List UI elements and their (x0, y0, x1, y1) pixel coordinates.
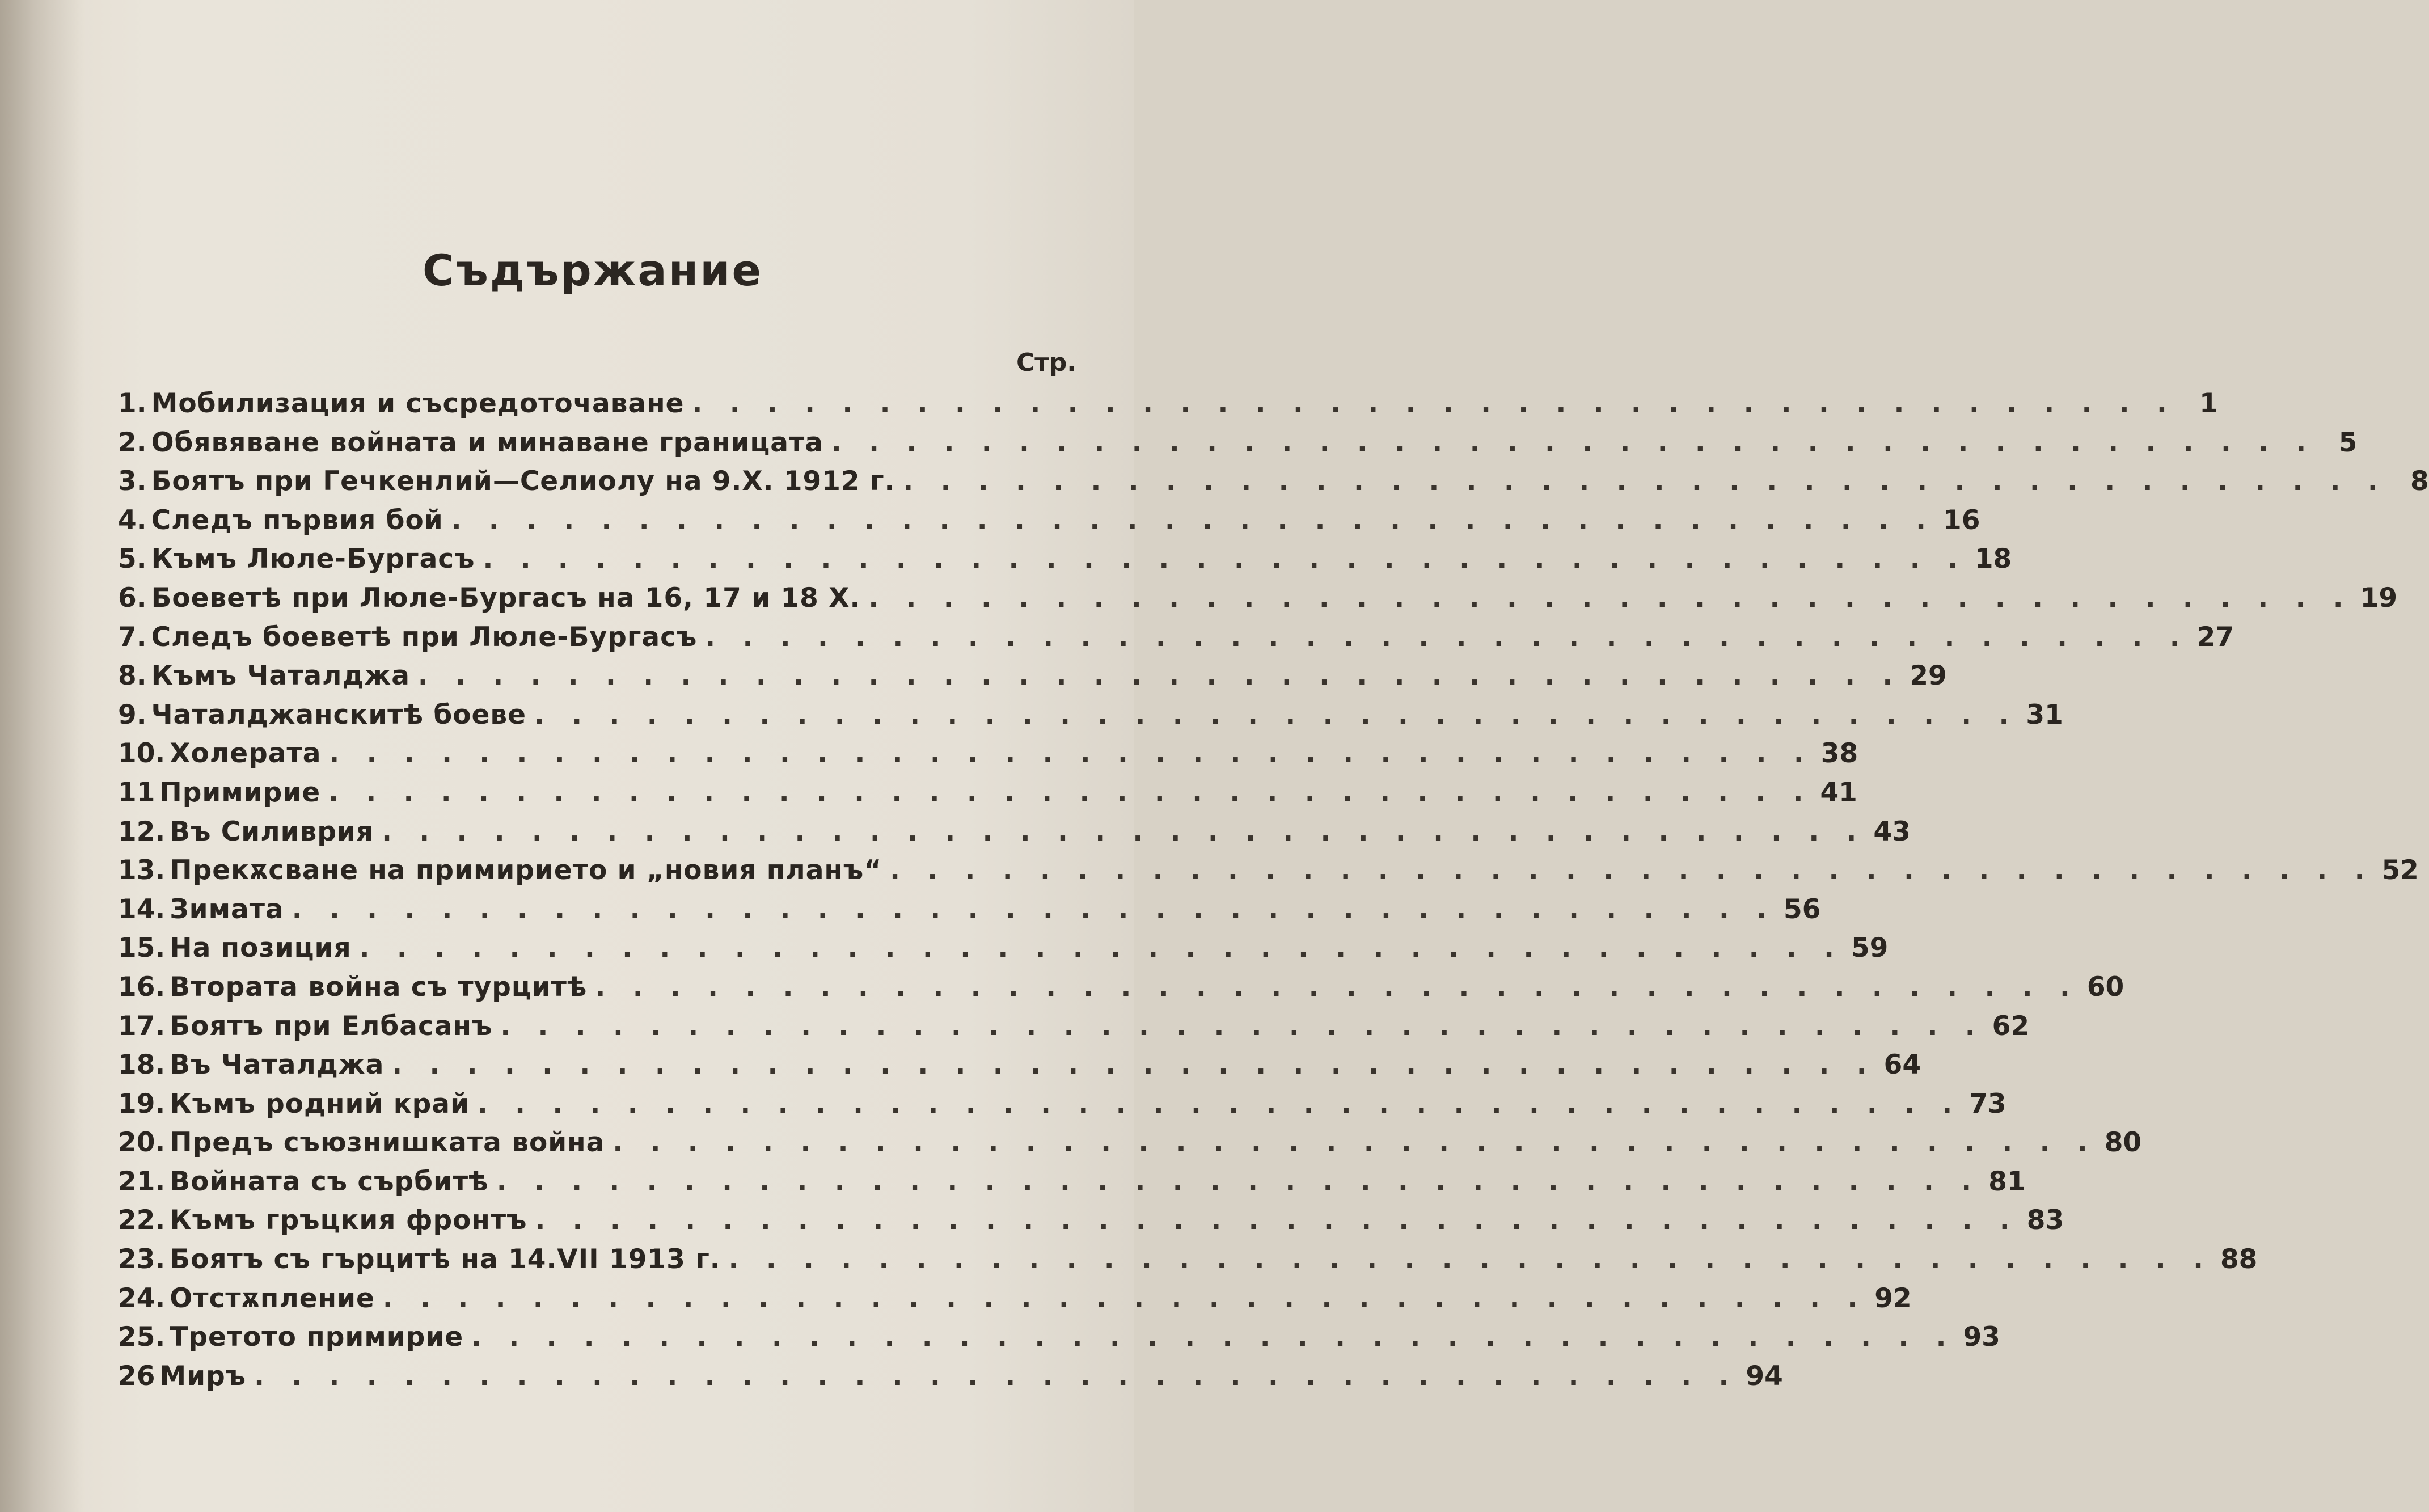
dot-leader: . . . . . . . . . . . . . . . . . . . . . . . . . . . . . . . . . . . . . . . . (471, 1321, 1955, 1353)
dot-leader: . . . . . . . . . . . . . . . . . . . . . . . . . . . . . . . . . . . . . . . . (392, 1049, 1876, 1081)
toc-entry (118, 582, 2398, 622)
toc-entry (118, 1244, 2258, 1283)
toc-entry-page: 94 (1746, 1360, 1783, 1392)
toc-entry (118, 699, 2063, 738)
toc-entry-title: На позиция (170, 932, 352, 964)
toc-entry (118, 1127, 2142, 1166)
toc-entry-title: Следъ първия бой (151, 504, 443, 536)
toc-entry-page: 88 (2220, 1244, 2258, 1276)
toc-entry-page: 29 (1910, 660, 1947, 692)
toc-entry-number: 14. (118, 893, 166, 925)
dot-leader: . . . . . . . . . . . . . . . . . . . . . . . . . . . . . . . . . . . . . . . . (254, 1360, 1738, 1392)
toc-entry-page: 93 (1963, 1321, 2000, 1353)
toc-entry-title: Прекѫсване на примирието и „новия планъ“ (170, 855, 882, 886)
toc-entry-number: 13. (118, 855, 166, 886)
toc-entry-number: 9. (118, 699, 147, 730)
toc-entry-number: 19. (118, 1088, 166, 1120)
dot-leader: . . . . . . . . . . . . . . . . . . . . . . . . . . . . . . . . . . . . . . . . (451, 504, 1936, 536)
toc-entry (118, 1049, 1921, 1088)
toc-entry-title: Къмъ гръцкия фронтъ (170, 1205, 527, 1236)
binding-gutter-shadow (0, 0, 85, 1512)
toc-entry-page: 73 (1969, 1088, 2006, 1120)
toc-entry-title: Въ Чаталджа (170, 1049, 385, 1081)
dot-leader: . . . . . . . . . . . . . . . . . . . . . . . . . . . . . . . . . . . . . . . . (535, 1205, 2019, 1236)
toc-entry-title: Войната съ сърбитѣ (170, 1165, 489, 1197)
toc-entry-title: Втората война съ турцитѣ (170, 971, 588, 1003)
toc-entry-number: 10. (118, 738, 166, 770)
toc-entry (118, 855, 2419, 894)
toc-entry-title: Предъ съюзнишката война (170, 1127, 605, 1159)
toc-entry-page: 80 (2104, 1127, 2142, 1159)
toc-entry (118, 1360, 1783, 1400)
toc-entry (118, 426, 2358, 466)
toc-entry-page: 64 (1883, 1049, 1921, 1081)
toc-entry-number: 24. (118, 1282, 166, 1314)
table-of-contents (118, 388, 2429, 1399)
toc-entry-number: 7. (118, 621, 147, 653)
toc-entry-title: Къмъ Люле-Бургасъ (151, 543, 475, 575)
dot-leader: . . . . . . . . . . . . . . . . . . . . . . . . . . . . . . . . . . . . . . . . (496, 1165, 1981, 1197)
toc-entry (118, 1321, 2000, 1361)
toc-entry-page: 19 (2360, 582, 2398, 614)
toc-entry-number: 3. (118, 466, 147, 497)
toc-entry-number: 11 (118, 776, 155, 808)
toc-entry-page: 62 (1992, 1010, 2030, 1042)
dot-leader: . . . . . . . . . . . . . . . . . . . . . . . . . . . . . . . . . . . . . . . . (692, 388, 2176, 419)
dot-leader: . . . . . . . . . . . . . . . . . . . . . . . . . . . . . . . . . . . . . . . . (903, 466, 2387, 497)
toc-entry-page: 41 (1820, 776, 1857, 808)
toc-entry-title: Къмъ Чаталджа (151, 660, 410, 692)
toc-entry-title: Боятъ при Гечкенлий—Селиолу на 9.Х. 1912 г. (151, 466, 895, 497)
toc-entry-number: 16. (118, 971, 166, 1003)
toc-entry-title: Чаталджанскитѣ боеве (151, 699, 527, 730)
dot-leader: . . . . . . . . . . . . . . . . . . . . . . . . . . . . . . . . . . . . . . . . (890, 855, 2374, 886)
toc-entry-page: 52 (2381, 855, 2419, 886)
toc-entry (118, 543, 2012, 582)
toc-entry-title: Отстѫпление (170, 1282, 375, 1314)
toc-entry-page: 56 (1784, 893, 1821, 925)
toc-entry-number: 18. (118, 1049, 166, 1081)
dot-leader: . . . . . . . . . . . . . . . . . . . . . . . . . . . . . . . . . . . . . . . . (477, 1088, 1962, 1120)
toc-entry-page: 81 (1988, 1165, 2026, 1197)
toc-entry-number: 4. (118, 504, 147, 536)
toc-entry-number: 5. (118, 543, 147, 575)
toc-entry (118, 971, 2124, 1011)
toc-entry-page: 16 (1943, 504, 1980, 536)
toc-entry-page: 60 (2086, 971, 2124, 1003)
toc-entry-page: 83 (2026, 1205, 2064, 1236)
toc-entry-number: 12. (118, 816, 166, 847)
toc-entry-number: 22. (118, 1205, 166, 1236)
toc-entry-number: 26 (118, 1360, 155, 1392)
toc-entry-number: 20. (118, 1127, 166, 1159)
dot-leader: . . . . . . . . . . . . . . . . . . . . . . . . . . . . . . . . . . . . . . . . (417, 660, 1902, 692)
toc-entry (118, 1282, 1912, 1322)
page-column-label: Стр. (1016, 348, 1076, 377)
toc-entry-title: Примирие (159, 776, 321, 808)
toc-entry-page: 18 (1974, 543, 2012, 575)
toc-entry (118, 1165, 2026, 1205)
dot-leader: . . . . . . . . . . . . . . . . . . . . . . . . . . . . . . . . . . . . . . . . (329, 738, 1813, 770)
dot-leader: . . . . . . . . . . . . . . . . . . . . . . . . . . . . . . . . . . . . . . . . (612, 1127, 2097, 1159)
toc-entry (118, 1088, 2006, 1127)
dot-leader: . . . . . . . . . . . . . . . . . . . . . . . . . . . . . . . . . . . . . . . . (328, 776, 1813, 808)
toc-entry (118, 738, 1858, 777)
toc-entry-number: 15. (118, 932, 166, 964)
toc-entry (118, 776, 1857, 816)
toc-entry-title: Третото примирие (170, 1321, 464, 1353)
toc-entry (118, 504, 1980, 544)
toc-entry-number: 25. (118, 1321, 166, 1353)
toc-entry (118, 893, 1821, 933)
dot-leader: . . . . . . . . . . . . . . . . . . . . . . . . . . . . . . . . . . . . . . . . (868, 582, 2352, 614)
dot-leader: . . . . . . . . . . . . . . . . . . . . . . . . . . . . . . . . . . . . . . . . (382, 1282, 1867, 1314)
toc-entry-title: Къмъ родний край (170, 1088, 470, 1120)
dot-leader: . . . . . . . . . . . . . . . . . . . . . . . . . . . . . . . . . . . . . . . . (359, 932, 1843, 964)
dot-leader: . . . . . . . . . . . . . . . . . . . . . . . . . . . . . . . . . . . . . . . . (728, 1244, 2212, 1276)
toc-entry-number: 23. (118, 1244, 166, 1276)
toc-entry (118, 816, 1911, 855)
toc-entry-title: Обявяване войната и минаване границата (151, 426, 823, 458)
toc-entry-title: Зимата (170, 893, 284, 925)
toc-entry-page: 43 (1873, 816, 1911, 847)
toc-entry-page: 1 (2199, 388, 2218, 419)
toc-entry (118, 1205, 2064, 1244)
toc-entry-page: 5 (2338, 426, 2358, 458)
toc-entry (118, 388, 2218, 427)
toc-entry-page: 92 (1874, 1282, 1912, 1314)
dot-leader: . . . . . . . . . . . . . . . . . . . . . . . . . . . . . . . . . . . . . . . . (382, 816, 1866, 847)
toc-entry-number: 17. (118, 1010, 166, 1042)
dot-leader: . . . . . . . . . . . . . . . . . . . . . . . . . . . . . . . . . . . . . . . . (831, 426, 2316, 458)
toc-entry-title: Боятъ при Елбасанъ (170, 1010, 493, 1042)
toc-entry (118, 621, 2234, 661)
toc-entry (118, 932, 1889, 972)
dot-leader: . . . . . . . . . . . . . . . . . . . . . . . . . . . . . . . . . . . . . . . . (705, 621, 2189, 653)
toc-entry-page: 38 (1820, 738, 1858, 770)
toc-entry (118, 1010, 2030, 1050)
toc-entry (118, 466, 2429, 505)
dot-leader: . . . . . . . . . . . . . . . . . . . . . . . . . . . . . . . . . . . . . . . . (534, 699, 2018, 730)
dot-leader: . . . . . . . . . . . . . . . . . . . . . . . . . . . . . . . . . . . . . . . . (483, 543, 1967, 575)
toc-entry-page: 27 (2196, 621, 2234, 653)
toc-entry-number: 6. (118, 582, 147, 614)
page-title: Съдържание (423, 245, 763, 295)
toc-entry-title: Миръ (159, 1360, 247, 1392)
toc-entry-title: Боеветѣ при Люле-Бургасъ на 16, 17 и 18 Х. (151, 582, 861, 614)
dot-leader: . . . . . . . . . . . . . . . . . . . . . . . . . . . . . . . . . . . . . . . . (595, 971, 2079, 1003)
toc-entry-number: 8. (118, 660, 147, 692)
toc-entry-page: 8 (2410, 466, 2429, 497)
toc-entry-page: 59 (1851, 932, 1889, 964)
toc-entry-number: 2. (118, 426, 147, 458)
toc-entry-title: Въ Силиврия (170, 816, 374, 847)
toc-entry-title: Следъ боеветѣ при Люле-Бургасъ (151, 621, 698, 653)
toc-entry-title: Холерата (170, 738, 322, 770)
toc-entry-number: 1. (118, 388, 147, 419)
toc-entry-title: Боятъ съ гърцитѣ на 14.VII 1913 г. (170, 1244, 721, 1276)
dot-leader: . . . . . . . . . . . . . . . . . . . . . . . . . . . . . . . . . . . . . . . . (500, 1010, 1984, 1042)
toc-entry-page: 31 (2026, 699, 2063, 730)
dot-leader: . . . . . . . . . . . . . . . . . . . . . . . . . . . . . . . . . . . . . . . . (292, 893, 1776, 925)
toc-entry-title: Мобилизация и съсредоточаване (151, 388, 685, 419)
toc-entry-number: 21. (118, 1165, 166, 1197)
toc-entry (118, 660, 1947, 699)
